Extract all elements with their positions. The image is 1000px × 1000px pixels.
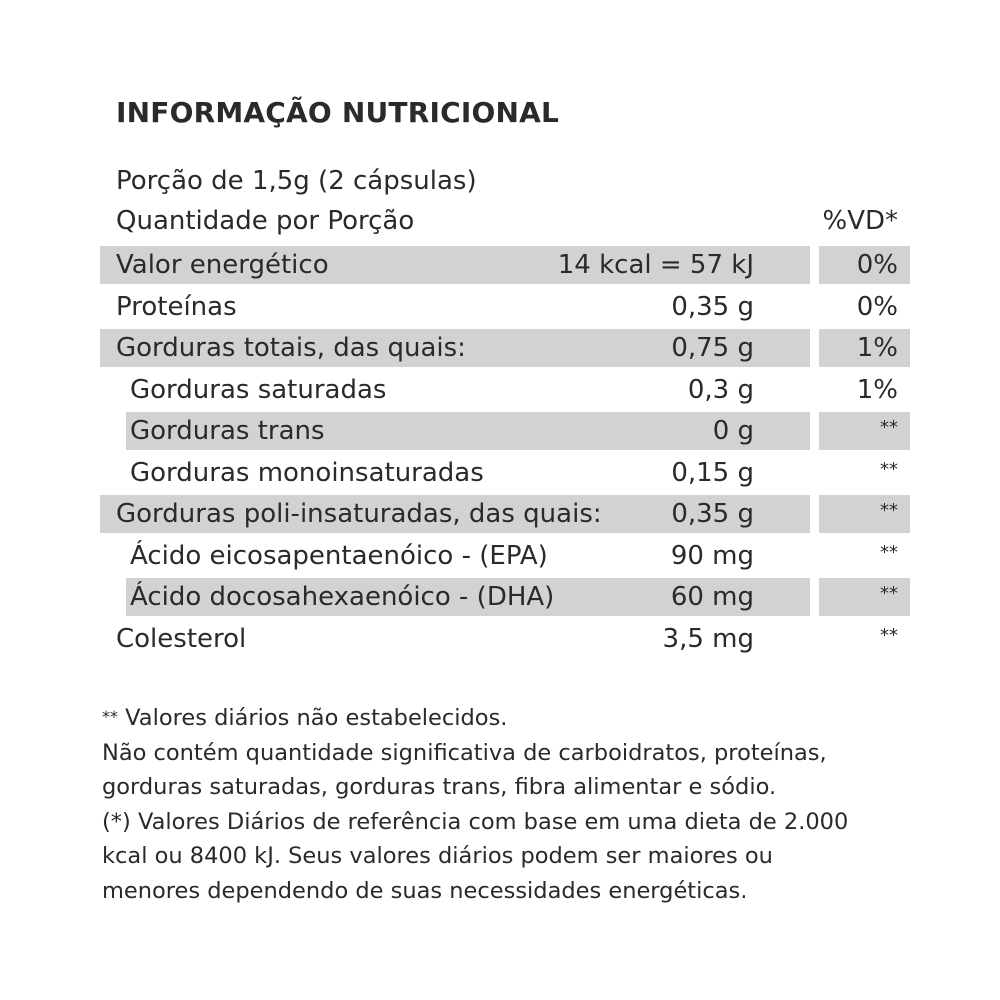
footnote-line: kcal ou 8400 kJ. Seus valores diários podem ser maiores ou	[102, 843, 773, 869]
nutrient-name: Gorduras saturadas	[130, 374, 387, 405]
nutrient-daily-value: **	[880, 417, 898, 438]
nutrient-amount: 0,35 g	[671, 291, 754, 322]
table-row	[100, 578, 910, 616]
nutrient-daily-value: 1%	[856, 374, 898, 405]
nutrient-daily-value: **	[880, 624, 898, 646]
nutrient-amount: 0,75 g	[671, 333, 754, 363]
footnote-text: Valores diários não estabelecidos.	[125, 705, 508, 731]
footnote-line: Não contém quantidade significativa de carboidratos, proteínas,	[102, 739, 827, 766]
nutrient-name: Colesterol	[116, 623, 247, 654]
nutrient-daily-value: **	[880, 500, 898, 521]
table-header-row	[100, 204, 910, 242]
nutrient-name: Gorduras trans	[130, 416, 325, 446]
nutrient-name: Proteínas	[116, 291, 237, 322]
nutrient-amount: 0,15 g	[671, 457, 754, 488]
footnote-line: (*) Valores Diários de referência com base em uma dieta de 2.000	[102, 808, 849, 835]
table-row	[100, 537, 910, 575]
nutrient-daily-value: 0%	[856, 291, 898, 322]
nutrient-daily-value: **	[880, 458, 898, 480]
table-row	[100, 371, 910, 409]
table-row	[100, 454, 910, 492]
nutrient-name: Gorduras monoinsaturadas	[130, 457, 484, 488]
nutrient-amount: 60 mg	[670, 582, 754, 612]
nutrient-daily-value: **	[880, 583, 898, 604]
nutrient-name: Ácido eicosapentaenóico - (EPA)	[130, 540, 548, 571]
nutrition-title: INFORMAÇÃO NUTRICIONAL	[116, 96, 560, 129]
nutrient-name: Ácido docosahexaenóico - (DHA)	[130, 582, 555, 612]
serving-size: Porção de 1,5g (2 cápsulas)	[116, 166, 477, 196]
footnote-not-established	[102, 700, 922, 736]
footnotes	[102, 700, 922, 908]
nutrient-name: Gorduras poli-insaturadas, das quais:	[116, 499, 602, 529]
table-row	[100, 495, 910, 533]
nutrient-amount: 90 mg	[670, 540, 754, 571]
nutrient-amount: 14 kcal = 57 kJ	[557, 250, 754, 280]
nutrient-name: Gorduras totais, das quais:	[116, 333, 466, 363]
nutrient-daily-value: **	[880, 541, 898, 563]
nutrient-daily-value: 1%	[856, 333, 898, 363]
footnote-marker: **	[102, 707, 118, 726]
nutrient-daily-value: 0%	[856, 250, 898, 280]
table-row	[100, 288, 910, 326]
nutrient-amount: 0,35 g	[671, 499, 754, 529]
nutrient-name: Valor energético	[116, 250, 329, 280]
footnote-line: menores dependendo de suas necessidades energéticas.	[102, 877, 748, 904]
table-row	[100, 412, 910, 450]
nutrient-amount: 3,5 mg	[662, 623, 754, 654]
footnote-line: gorduras saturadas, gorduras trans, fibra alimentar e sódio.	[102, 774, 777, 800]
table-row	[100, 329, 910, 367]
nutrition-table	[100, 246, 910, 661]
table-row	[100, 620, 910, 658]
nutrient-amount: 0 g	[712, 416, 754, 446]
table-row	[100, 246, 910, 284]
nutrient-amount: 0,3 g	[687, 374, 754, 405]
daily-value-header: %VD*	[822, 206, 898, 236]
quantity-per-serving-label: Quantidade por Porção	[116, 206, 415, 236]
